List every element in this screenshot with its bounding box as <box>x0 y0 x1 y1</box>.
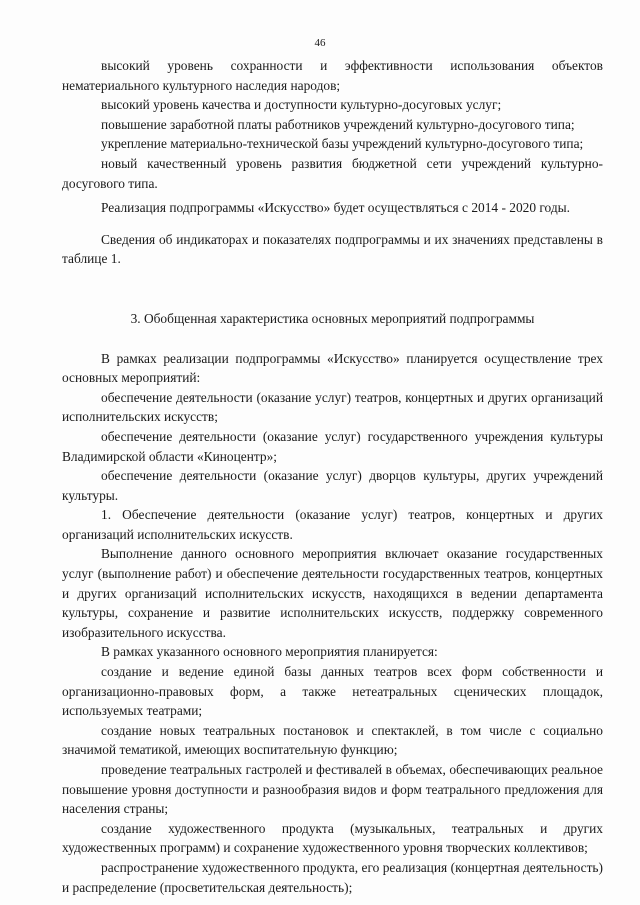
paragraph: обеспечение деятельности (оказание услуг) дворцов культуры, других учреждений культуры. <box>62 468 603 503</box>
paragraph: распространение художественного продукта, его реализация (концертная деятельность) и распределение (просветительская деятельность); <box>62 859 603 895</box>
paragraph: В рамках указанного основного мероприятия планируется: <box>101 644 438 660</box>
paragraph: проведение театральных гастролей и фестивалей в объемах, обеспечивающих реальное повышение уровня доступности и разнообразия видов и форм театрального предложения для населения страны; <box>62 762 603 817</box>
paragraph: создание художественного продукта (музыкальных, театральных и других художественных программ) и сохранение художественного уровня творческих коллективов; <box>62 820 603 856</box>
paragraph: новый качественный уровень развития бюджетной сети учреждений культурно-досугового типа. <box>62 155 603 191</box>
paragraph: Сведения об индикаторах и показателях подпрограммы и их значениях представлены в таблице 1. <box>62 231 603 267</box>
document-body <box>62 56 603 897</box>
paragraph: создание и ведение единой базы данных театров всех форм собственности и организационно-правовых форм, а также нетеатральных сценических площадок, используемых театрами; <box>62 664 603 719</box>
paragraph: укрепление материально-технической базы учреждений культурно-досугового типа; <box>101 136 584 152</box>
paragraph: Реализация подпрограммы «Искусство» будет осуществляться с 2014 - 2020 годы. <box>101 200 571 216</box>
paragraph: высокий уровень сохранности и эффективности использования объектов нематериального культурного наследия народов; <box>62 58 603 93</box>
paragraph: высокий уровень качества и доступности культурно-досуговых услуг; <box>101 97 502 113</box>
paragraph: Выполнение данного основного мероприятия включает оказание государственных услуг (выполнение работ) и обеспечение деятельности государственных театров, концертных и других организаций исполнительских искусств, находящихся в ведении департамента культуры, сохранение и развитие исполнительских искусств, поддержку современного изобразительного искусства. <box>62 546 603 640</box>
section-heading: 3. Обобщенная характеристика основных мероприятий подпрограммы <box>130 310 535 326</box>
paragraph: В рамках реализации подпрограммы «Искусство» планируется осуществление трех основных мероприятий: <box>62 350 603 386</box>
paragraph: обеспечение деятельности (оказание услуг) театров, концертных и других организаций исполнительских искусств; <box>62 389 603 425</box>
paragraph: повышение заработной платы работников учреждений культурно-досугового типа; <box>101 116 575 132</box>
paragraph: создание новых театральных постановок и спектаклей, в том числе с социально значимой тематикой, имеющих воспитательную функцию; <box>62 722 603 758</box>
paragraph: обеспечение деятельности (оказание услуг) государственного учреждения культуры Владимирской области «Киноцентр»; <box>62 428 603 464</box>
paragraph: 1. Обеспечение деятельности (оказание услуг) театров, концертных и других организаций исполнительских искусств. <box>62 507 603 542</box>
page-number: 46 <box>314 37 326 49</box>
